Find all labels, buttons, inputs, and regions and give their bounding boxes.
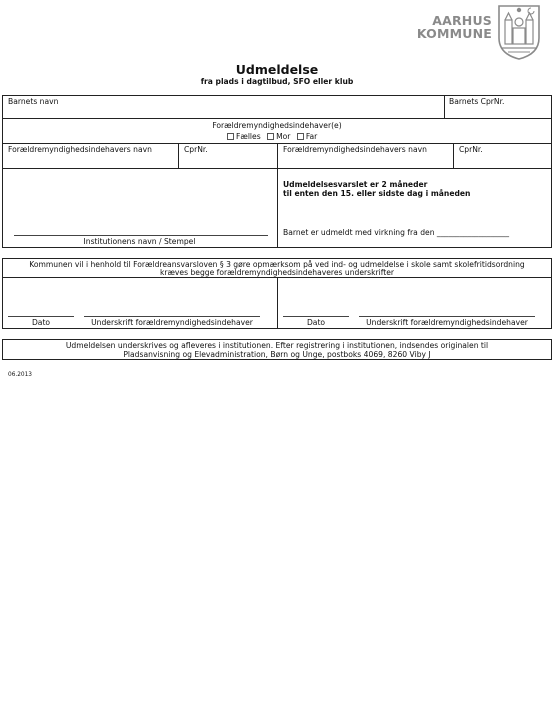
logo-line-2: KOMMUNE	[416, 26, 492, 41]
date-line-1[interactable]	[8, 316, 74, 317]
institution-signature-line[interactable]	[14, 235, 268, 236]
guardians-label: Forældremyndighedsindehaver(e)	[212, 121, 342, 130]
logo-line-1: AARHUS	[432, 13, 492, 28]
guardian-cpr-field-2[interactable]: CprNr.	[459, 145, 483, 154]
column-divider	[178, 143, 179, 168]
column-divider	[453, 143, 454, 168]
child-cpr-field[interactable]: Barnets CprNr.	[449, 97, 505, 106]
notice-text-2: til enten den 15. eller sidste dag i måneden	[283, 189, 471, 198]
date-label-1: Dato	[31, 318, 51, 327]
column-divider	[277, 277, 278, 329]
checkbox-far[interactable]	[297, 133, 304, 140]
logo-wordmark	[416, 14, 492, 40]
checkbox-faelles[interactable]	[227, 133, 234, 140]
page-title: Udmeldelse	[235, 62, 319, 77]
signature-line-2[interactable]	[359, 316, 535, 317]
effective-date-field[interactable]: Barnet er udmeldt med virkning fra den ___________________	[283, 228, 510, 237]
column-divider	[444, 95, 445, 118]
legal-notice-2: kræves begge forældremyndighedsindehaveres underskrifter	[159, 268, 395, 277]
signature-label-2: Underskrift forældremyndighedsindehaver	[366, 318, 528, 327]
child-name-field[interactable]: Barnets navn	[8, 97, 59, 106]
institution-label: Institutionens navn / Stempel	[83, 237, 196, 246]
signature-label-1: Underskrift forældremyndighedsindehaver	[91, 318, 253, 327]
guardian-cpr-field-1[interactable]: CprNr.	[184, 145, 208, 154]
date-line-2[interactable]	[283, 316, 349, 317]
form-version-code: 06.2013	[8, 372, 32, 378]
instructions-line-1: Udmeldelsen underskrives og afleveres i institutionen. Efter registrering i institutionen, indsendes originalen til	[65, 341, 489, 350]
date-label-2: Dato	[306, 318, 326, 327]
aarhus-kommune-logo	[416, 2, 544, 60]
legal-notice-1: Kommunen vil i henhold til Forældreansvarsloven § 3 gøre opmærksom på ved ind- og udmeldelse i skole samt skolefritidsordning	[29, 260, 525, 269]
notice-text-1: Udmeldelsesvarslet er 2 måneder	[283, 180, 428, 189]
option-label-faelles: Fælles	[236, 132, 261, 141]
option-label-far: Far	[305, 132, 318, 141]
row-divider	[2, 118, 552, 119]
page-subtitle: fra plads i dagtilbud, SFO eller klub	[200, 77, 354, 86]
instructions-line-2: Pladsanvisning og Elevadministration, Børn og Unge, postboks 4069, 8260 Viby J	[123, 350, 431, 359]
guardian-name-field-1[interactable]: Forældremyndighedsindehavers navn	[8, 145, 152, 154]
form-header	[0, 62, 554, 87]
guardian-options	[223, 132, 317, 141]
column-divider	[277, 143, 278, 248]
aarhus-seal-icon	[496, 2, 542, 60]
guardian-name-field-2[interactable]: Forældremyndighedsindehavers navn	[283, 145, 427, 154]
checkbox-mor[interactable]	[267, 133, 274, 140]
signature-line-1[interactable]	[84, 316, 260, 317]
option-label-mor: Mor	[276, 132, 291, 141]
